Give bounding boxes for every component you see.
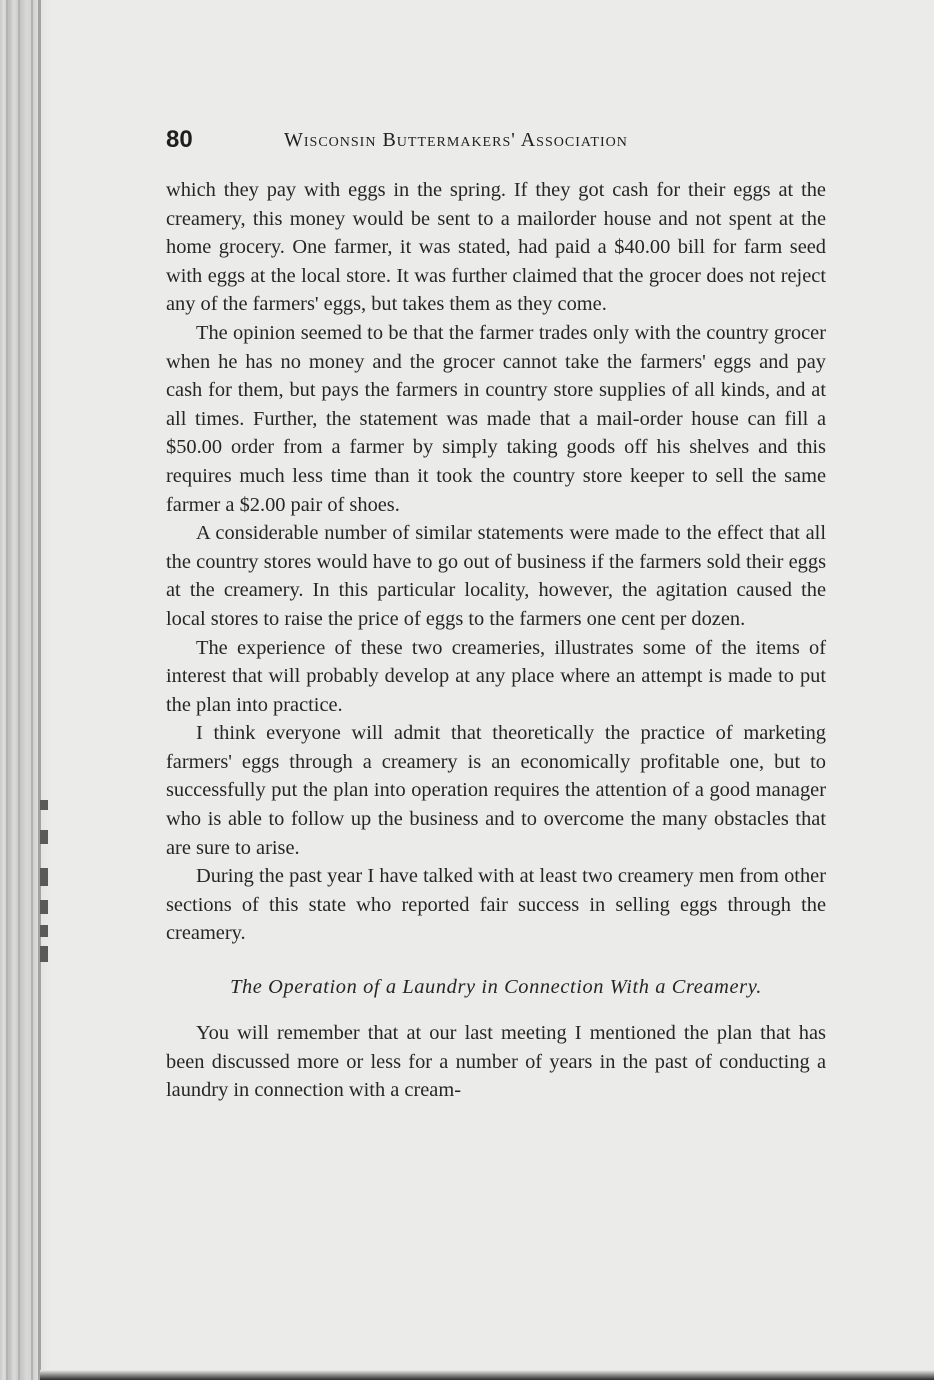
paragraph: You will remember that at our last meeting I mentioned the plan that has been discussed more or less for a number of years in the past of conducting a laundry in connection with a cream- bbox=[166, 1022, 826, 1102]
binding-stitch bbox=[40, 900, 48, 914]
page-bottom-edge bbox=[40, 1370, 934, 1380]
paragraph: A considerable number of similar statements were made to the effect that all the country stores would have to go out of business if the farmers sold their eggs at the creamery. In this particular locality, however, the agitation caused the local stores to raise the price of eggs to the farmers one cent per dozen. bbox=[166, 522, 826, 630]
paragraph: which they pay with eggs in the spring. If they got cash for their eggs at the creamery, this money would be sent to a mailorder house and not spent at the home grocery. One farmer, it was stated, had paid a $40.00 bill for farm seed with eggs at the local store. It was further claimed that the grocer does not reject any of the farmers' eggs, but takes them as they come. bbox=[166, 179, 826, 316]
paragraph: During the past year I have talked with at least two creamery men from other sections of this state who reported fair success in selling eggs through the creamery. bbox=[166, 865, 826, 945]
section-heading: The Operation of a Laundry in Connection With a Creamery. bbox=[230, 976, 762, 999]
paragraph: The experience of these two creameries, illustrates some of the items of interest that will probably develop at any place where an attempt is made to put the plan into practice. bbox=[166, 636, 826, 716]
binding-line bbox=[31, 0, 33, 1380]
page-number: 80 bbox=[166, 126, 193, 153]
binding-line bbox=[38, 0, 41, 1380]
binding-stitch bbox=[40, 800, 48, 810]
binding-stitch bbox=[40, 925, 48, 937]
binding-stitch bbox=[40, 946, 48, 962]
binding-line bbox=[6, 0, 8, 1380]
running-title: Wisconsin Buttermakers' Association bbox=[284, 129, 628, 151]
binding-stitch bbox=[40, 830, 48, 844]
paragraph: I think everyone will admit that theoretically the practice of marketing farmers' eggs through a creamery is an economically profitable one, but to successfully put the plan into operation requires the attention of a good manager who is able to follow up the business and to overcome the many obstacles that are sure to arise. bbox=[166, 722, 826, 859]
page-header bbox=[166, 124, 826, 158]
page-body bbox=[166, 176, 826, 1105]
paragraph: The opinion seemed to be that the farmer trades only with the country grocer when he has no money and the grocer cannot take the farmers' eggs and pay cash for them, but pays the farmers in country store supplies of all kinds, and at all times. Further, the statement was made that a mail-order house can fill a $50.00 order from a farmer by simply taking goods off his shelves and this requires much less time than it took the country store keeper to sell the same farmer a $2.00 pair of shoes. bbox=[166, 321, 826, 516]
binding-line bbox=[18, 0, 20, 1380]
binding-stitch bbox=[40, 868, 48, 886]
